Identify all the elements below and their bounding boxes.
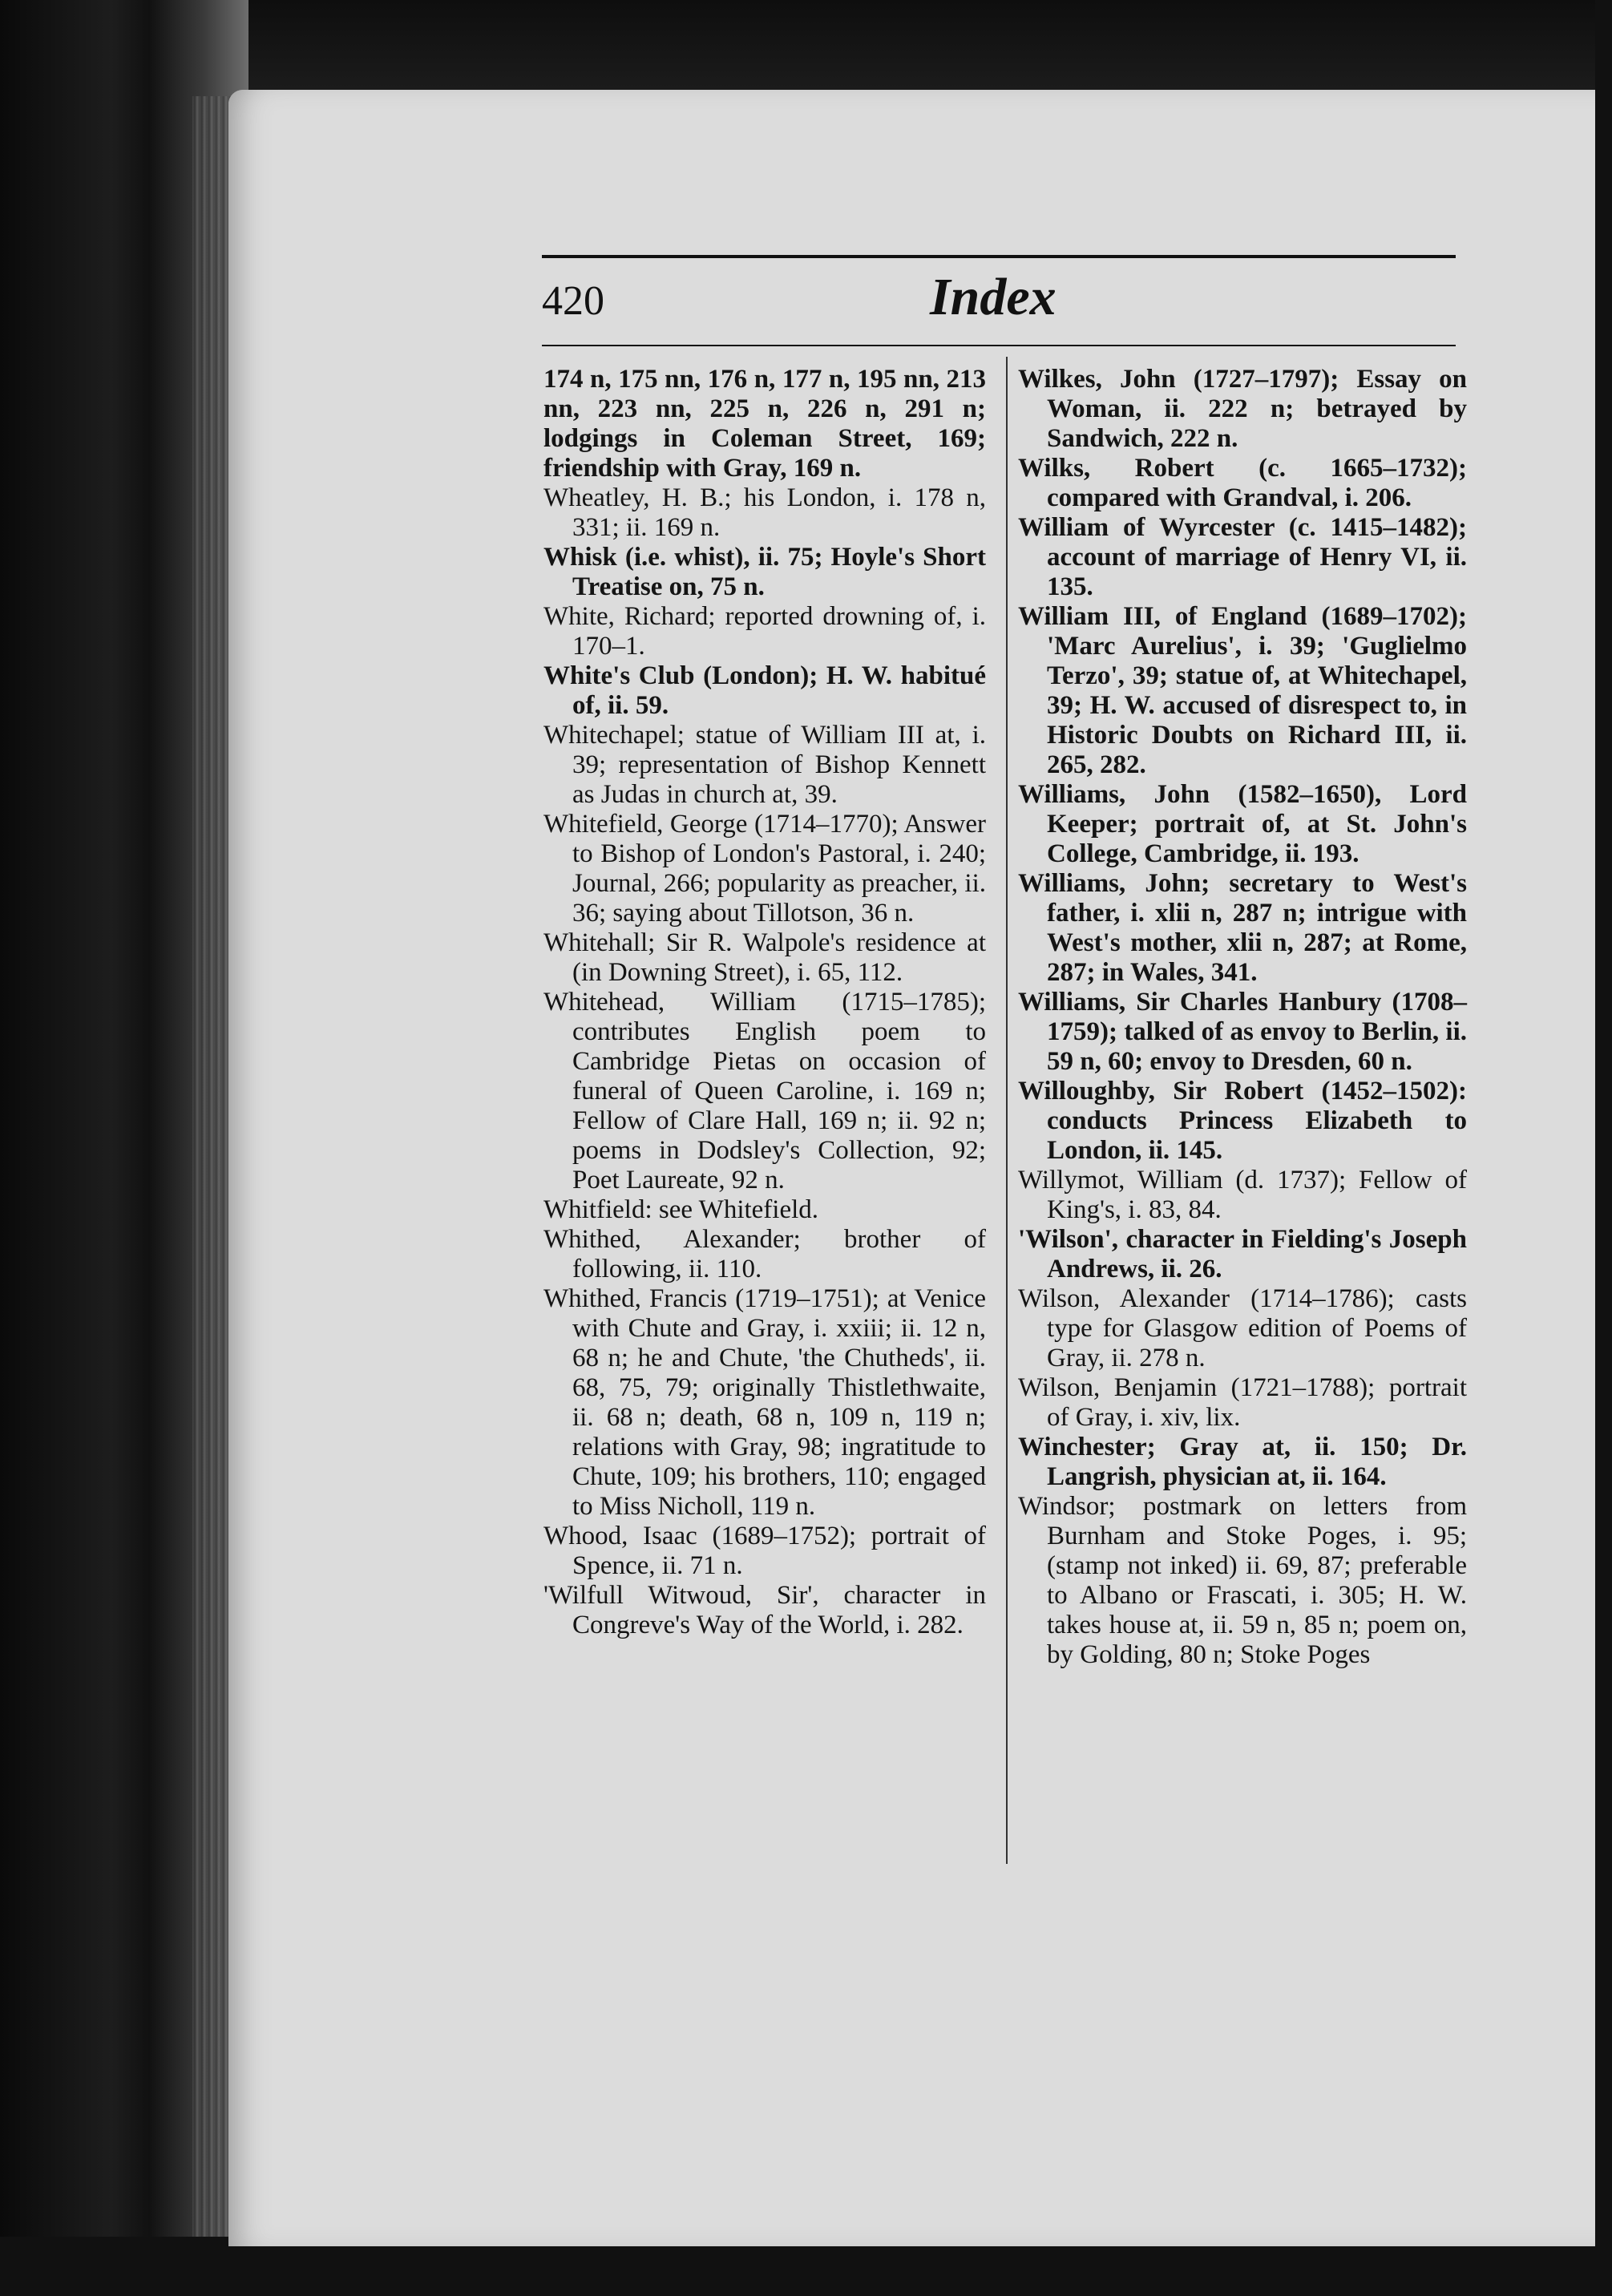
index-entry: Williams, John (1582–1650), Lord Keeper; portrait of, at St. John's College, Cambridge, ii. 193.: [1018, 780, 1467, 868]
header-rule-lower: [542, 345, 1456, 346]
page-number: 420: [542, 278, 604, 324]
index-entry: Whisk (i.e. whist), ii. 75; Hoyle's Short Treatise on, 75 n.: [543, 543, 986, 601]
index-column-right: [1018, 365, 1467, 1670]
index-entry: Wilson, Alexander (1714–1786); casts type for Glasgow edition of Poems of Gray, ii. 278 n.: [1018, 1284, 1467, 1372]
scan-right-border: [1595, 0, 1612, 2296]
index-entry: Wilkes, John (1727–1797); Essay on Woman, ii. 222 n; betrayed by Sandwich, 222 n.: [1018, 365, 1467, 453]
index-entry: Wilks, Robert (c. 1665–1732); compared with Grandval, i. 206.: [1018, 454, 1467, 512]
index-entry: White, Richard; reported drowning of, i. 170–1.: [543, 602, 986, 661]
index-entry: Wilson, Benjamin (1721–1788); portrait of Gray, i. xiv, lix.: [1018, 1373, 1467, 1432]
index-entry: Whood, Isaac (1689–1752); portrait of Spence, ii. 71 n.: [543, 1522, 986, 1580]
index-entry: Whitefield, George (1714–1770); Answer to Bishop of London's Pastoral, i. 240; Journal, 266; popularity as preacher, ii. 36; saying about Tillotson, 36 n.: [543, 810, 986, 928]
index-entry: Whitfield: see Whitefield.: [543, 1195, 819, 1224]
index-entry: Whitechapel; statue of William III at, i. 39; representation of Bishop Kennett as Judas in church at, 39.: [543, 721, 986, 809]
running-head: Index: [930, 268, 1056, 326]
index-entry: Williams, Sir Charles Hanbury (1708–1759); talked of as envoy to Berlin, ii. 59 n, 60; envoy to Dresden, 60 n.: [1018, 988, 1467, 1076]
index-entry: 174 n, 175 nn, 176 n, 177 n, 195 nn, 213 nn, 223 nn, 225 n, 226 n, 291 n; lodgings in Coleman Street, 169; friendship with Gray, 169 n.: [543, 365, 986, 483]
column-divider: [1006, 357, 1008, 1864]
index-entry: Whitehead, William (1715–1785); contributes English poem to Cambridge Pietas on occasion of funeral of Queen Caroline, i. 169 n; Fellow of Clare Hall, 169 n; ii. 92 n; poems in Dodsley's Collection, 92; Poet Laureate, 92 n.: [543, 988, 986, 1194]
index-entry: Wheatley, H. B.; his London, i. 178 n, 331; ii. 169 n.: [543, 483, 986, 542]
index-entry: William III, of England (1689–1702); 'Marc Aurelius', i. 39; 'Guglielmo Terzo', 39; statue of, at Whitechapel, 39; H. W. accused of disrespect to, in Historic Doubts on Richard III, ii. 265, 282.: [1018, 602, 1467, 779]
index-entry: Willymot, William (d. 1737); Fellow of King's, i. 83, 84.: [1018, 1166, 1467, 1224]
index-column-left: [543, 365, 986, 1640]
index-entry: White's Club (London); H. W. habitué of, ii. 59.: [543, 661, 986, 720]
header-rule: [542, 255, 1456, 258]
index-entry: Williams, John; secretary to West's father, i. xlii n, 287 n; intrigue with West's mother, xlii n, 287; at Rome, 287; in Wales, 341.: [1018, 869, 1467, 987]
index-entry: Winchester; Gray at, ii. 150; Dr. Langrish, physician at, ii. 164.: [1018, 1433, 1467, 1491]
index-entry: Whitehall; Sir R. Walpole's residence at (in Downing Street), i. 65, 112.: [543, 928, 986, 987]
index-entry: 'Wilfull Witwoud, Sir', character in Congreve's Way of the World, i. 282.: [543, 1581, 986, 1639]
index-entry: Willoughby, Sir Robert (1452–1502): conducts Princess Elizabeth to London, ii. 145.: [1018, 1077, 1467, 1165]
index-entry: Windsor; postmark on letters from Burnham and Stoke Poges, i. 95; (stamp not inked) ii. 69, 87; preferable to Albano or Frascati, i. 305; H. W. takes house at, ii. 59 n, 85 n; poem on, by Golding, 80 n; Stoke Poges: [1018, 1492, 1467, 1669]
index-entry: Whithed, Francis (1719–1751); at Venice with Chute and Gray, i. xxiii; ii. 12 n, 68 n; he and Chute, 'the Chutheds', ii. 68, 75, 79; originally Thistlethwaite, ii. 68 n; death, 68 n, 109 n, 119 n; relations with Gray, 98; ingratitude to Chute, 109; his brothers, 110; engaged to Miss Nicholl, 119 n.: [543, 1284, 986, 1521]
index-entry: William of Wyrcester (c. 1415–1482); account of marriage of Henry VI, ii. 135.: [1018, 513, 1467, 601]
index-entry: 'Wilson', character in Fielding's Joseph Andrews, ii. 26.: [1018, 1225, 1467, 1283]
index-entry: Whithed, Alexander; brother of following, ii. 110.: [543, 1225, 986, 1283]
